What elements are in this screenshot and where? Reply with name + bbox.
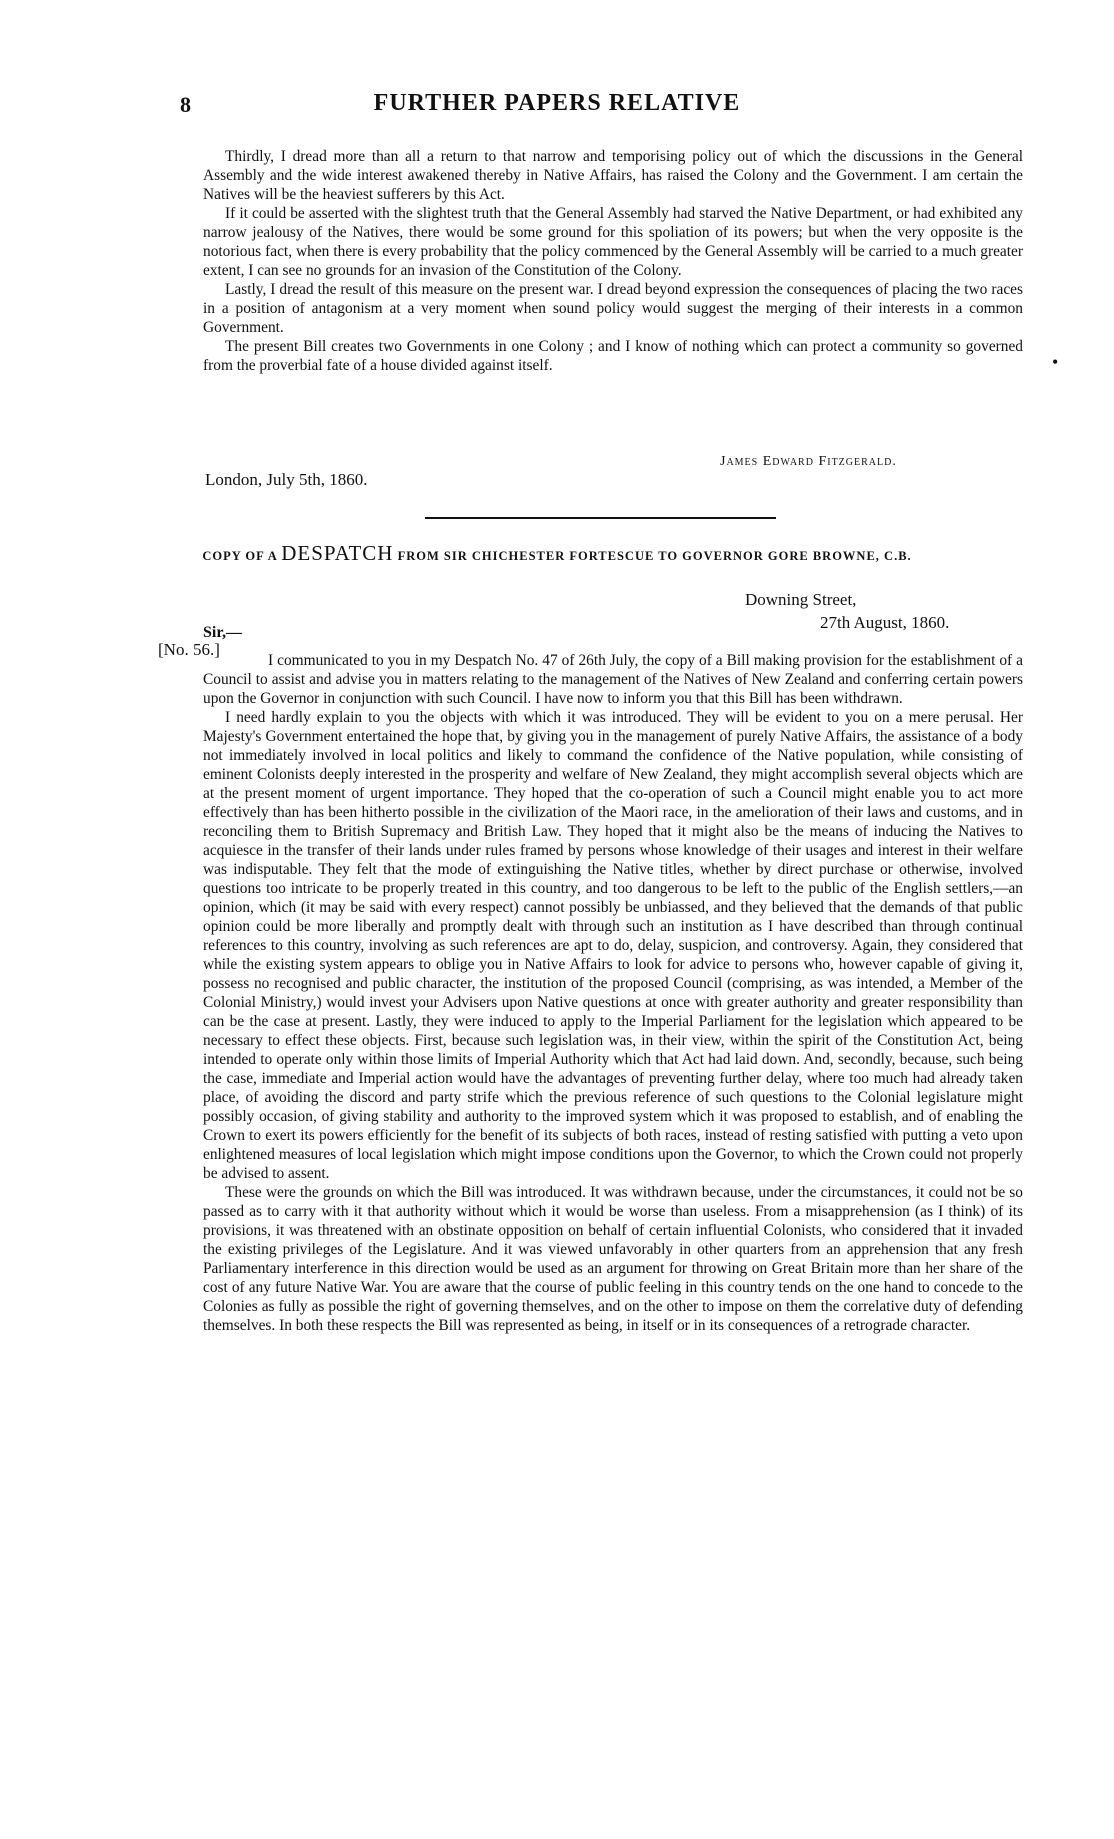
letter-paragraph: Lastly, I dread the result of this measure on the present war. I dread beyond expression the consequences of placing the two races in a position of antagonism at a very moment when sound policy would suggest the merging of their interests in a common Government. xyxy=(203,281,1023,336)
heading-main: DESPATCH xyxy=(281,541,394,565)
margin-dot: • xyxy=(1052,352,1059,372)
heading-suffix: FROM SIR CHICHESTER FORTESCUE TO GOVERNOR GORE BROWNE, C.B. xyxy=(397,549,912,563)
margin-note: [No. 56.] xyxy=(158,640,220,659)
signature: James Edward Fitzgerald. xyxy=(720,454,897,469)
letter-paragraph: The present Bill creates two Governments in one Colony ; and I know of nothing which can protect a community so governed from the proverbial fate of a house divided against itself. xyxy=(203,338,1023,374)
address-line: Downing Street, xyxy=(745,590,857,609)
heading-prefix: COPY OF A xyxy=(202,549,278,563)
despatch-body xyxy=(203,651,1023,1335)
page-number: 8 xyxy=(180,92,191,117)
place-date: London, July 5th, 1860. xyxy=(205,470,368,489)
despatch-paragraph: I need hardly explain to you the objects with which it was introduced. They will be evident to you on a mere perusal. Her Majesty's Government entertained the hope that, by giving you in the management of purely Native Affairs, the assistance of a body not immediately involved in local politics and likely to command the confidence of the Native population, while consisting of eminent Colonists deeply interested in the prosperity and welfare of New Zealand, they might accomplish several objects which are at the present moment of urgent importance. They hoped that the co-operation of such a Council might enable you to act more effectively than has been hitherto possible in the civilization of the Maori race, in the amelioration of their laws and customs, and in reconciling them to British Supremacy and British Law. They hoped that it might also be the means of inducing the Natives to acquiesce in the transfer of their lands under rules framed by persons whose knowledge of their usages and interest in their welfare was indisputable. They felt that the mode of extinguishing the Native titles, whether by direct purchase or otherwise, involved questions too intricate to be properly treated in this country, and too dangerous to be left to the public of the English settlers,—an opinion, which (it may be said with every respect) cannot possibly be unbiassed, and they believed that the demands of that public opinion could be more liberally and promptly dealt with through such an institution as I have described than through continual references to this country, involving as such references are apt to do, delay, suspicion, and controversy. Again, they considered that while the existing system appears to oblige you in Native Affairs to look for advice to persons who, however capable of giving it, possess no recognised and public character, the institution of the proposed Council (comprising, as was intended, a Member of the Colonial Ministry,) would invest your Advisers upon Native questions at once with greater authority and greater responsibility than can be the case at present. Lastly, they were induced to apply to the Imperial Parliament for the legislation which appeared to be necessary to effect these objects. First, because such legislation was, in their view, within the spirit of the Constitution Act, being intended to operate only within those limits of Imperial Authority which that Act had laid down. And, secondly, because, such being the case, immediate and Imperial action would have the advantages of preventing further delay, where too much had already taken place, of avoiding the discord and party strife which the previous reference of such questions to the Colonial legislature might possibly occasion, of giving stability and authority to the improved system which it was proposed to establish, and of enabling the Crown to exert its powers efficiently for the benefit of its subjects of both races, instead of resting satisfied with putting a veto upon enlightened measures of local legislation which might impose conditions upon the Governor, to which the Crown could not properly be advised to assent. xyxy=(203,709,1023,1182)
running-title: FURTHER PAPERS RELATIVE xyxy=(373,90,741,116)
salutation: Sir,— xyxy=(203,624,242,641)
letter-body xyxy=(203,147,1023,375)
letter-paragraph: If it could be asserted with the slightest truth that the General Assembly had starved the Native Department, or had exhibited any narrow jealousy of the Natives, there would be some ground for this spoliation of its powers; but when the very opposite is the notorious fact, when there is every probability that the policy commenced by the General Assembly will be carried to a much greater extent, I can see no grounds for an invasion of the Constitution of the Colony. xyxy=(203,205,1023,279)
despatch-paragraph: These were the grounds on which the Bill was introduced. It was withdrawn because, under the circumstances, it could not be so passed as to carry with it that authority without which it would be worse than useless. From a misapprehension (as I think) of its provisions, it was threatened with an obstinate opposition on behalf of certain influential Colonists, who considered that it invaded the existing privileges of the Legislature. And it was viewed unfavorably in other quarters from an apprehension that any fresh Parliamentary interference in this direction would be used as an argument for throwing on Great Britain more than her share of the cost of any future Native War. You are aware that the course of public feeling in this country tends on the one hand to concede to the Colonies as fully as possible the right of governing themselves, and on the other to impose on them the correlative duty of defending themselves. In both these respects the Bill was represented as being, in itself or in its consequences of a retrograde character. xyxy=(203,1184,1023,1334)
despatch-address xyxy=(745,588,949,634)
letter-paragraph: Thirdly, I dread more than all a return to that narrow and temporising policy out of which the discussions in the General Assembly and the wide interest awakened thereby in Native Affairs, has raised the Colony and the Government. I am certain the Natives will be the heaviest sufferers by this Act. xyxy=(203,148,1023,203)
section-divider xyxy=(425,517,776,519)
despatch-heading xyxy=(0,541,1114,566)
despatch-paragraph: I communicated to you in my Despatch No. 47 of 26th July, the copy of a Bill making provision for the establishment of a Council to assist and advise you in matters relating to the management of the Natives of New Zealand and conferring certain powers upon the Governor in conjunction with such Council. I have now to inform you that this Bill has been withdrawn. xyxy=(203,652,1023,707)
address-date: 27th August, 1860. xyxy=(820,613,950,632)
